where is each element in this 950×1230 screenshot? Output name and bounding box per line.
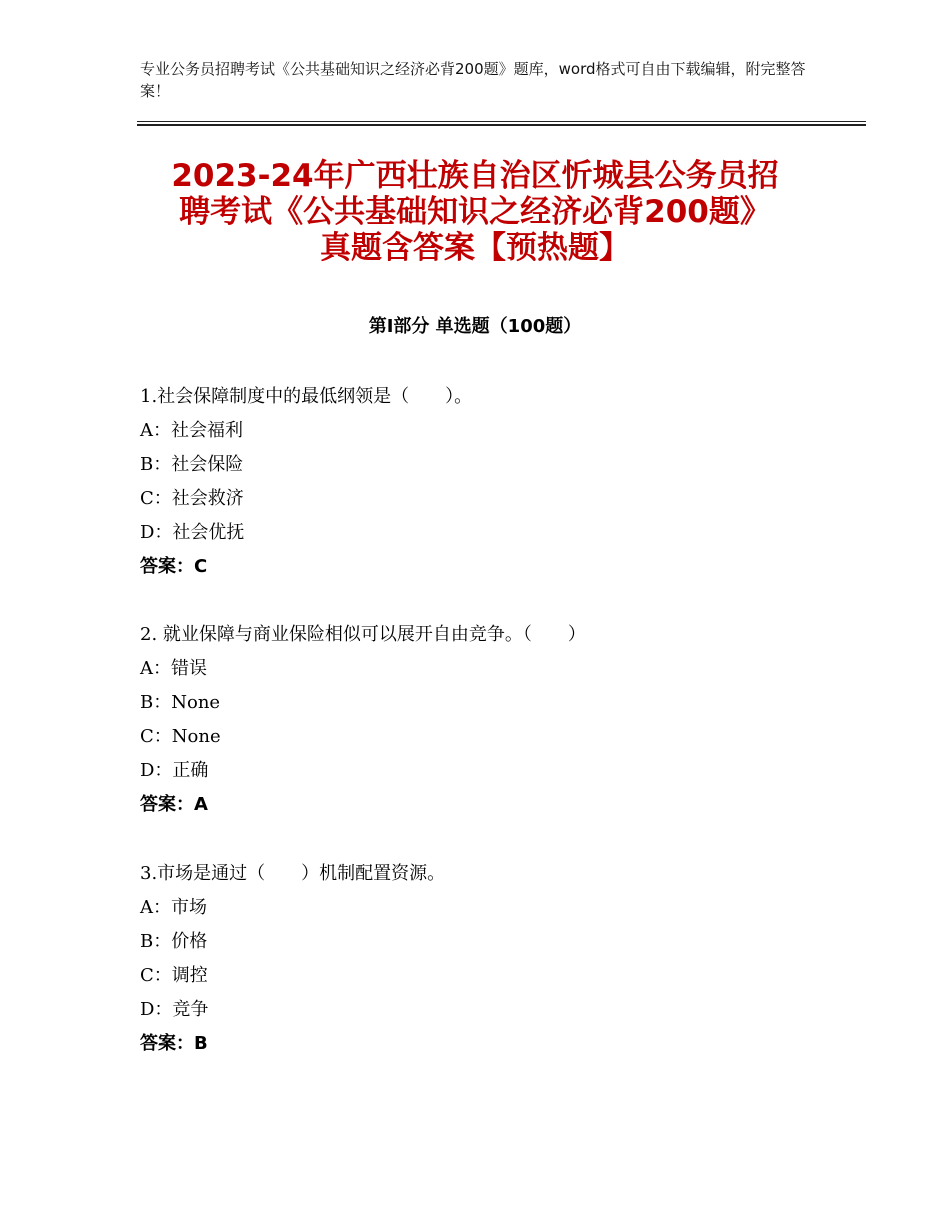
document-title-line-2: 聘考试《公共基础知识之经济必背200题》 <box>179 194 771 230</box>
header-divider-thick <box>137 124 866 126</box>
question-stem: 2. 就业保障与商业保险相似可以展开自由竞争。（ ） <box>140 624 586 645</box>
option-a: A：社会福利 <box>140 420 243 441</box>
answer: 答案：A <box>140 794 208 815</box>
answer: 答案：C <box>140 556 208 577</box>
option-a: A：市场 <box>140 897 207 918</box>
option-d: D：社会优抚 <box>140 522 245 543</box>
document-title-line-3: 真题含答案【预热题】 <box>320 230 630 266</box>
question-3 <box>140 857 860 1061</box>
document-title <box>100 158 850 266</box>
option-b: B：价格 <box>140 931 208 952</box>
question-1 <box>140 380 860 584</box>
option-d: D：竞争 <box>140 999 209 1020</box>
question-stem: 3.市场是通过（ ）机制配置资源。 <box>140 863 446 884</box>
section-heading: 第Ⅰ部分 单选题（100题） <box>368 316 582 337</box>
option-c: C：社会救济 <box>140 488 244 509</box>
header-note: 专业公务员招聘考试《公共基础知识之经济必背200题》题库，word格式可自由下载编辑，附完整答案！ <box>140 60 806 100</box>
question-stem: 1.社会保障制度中的最低纲领是（ ）。 <box>140 386 473 407</box>
document-title-line-1: 2023-24年广西壮族自治区忻城县公务员招 <box>171 158 779 194</box>
answer: 答案：B <box>140 1033 208 1054</box>
option-c: C：None <box>140 726 221 747</box>
header-divider <box>137 121 866 126</box>
option-c: C：调控 <box>140 965 208 986</box>
question-2 <box>140 618 860 822</box>
option-b: B：社会保险 <box>140 454 244 475</box>
option-d: D：正确 <box>140 760 209 781</box>
option-b: B：None <box>140 692 221 713</box>
header-divider-thin <box>137 121 866 122</box>
option-a: A：错误 <box>140 658 207 679</box>
